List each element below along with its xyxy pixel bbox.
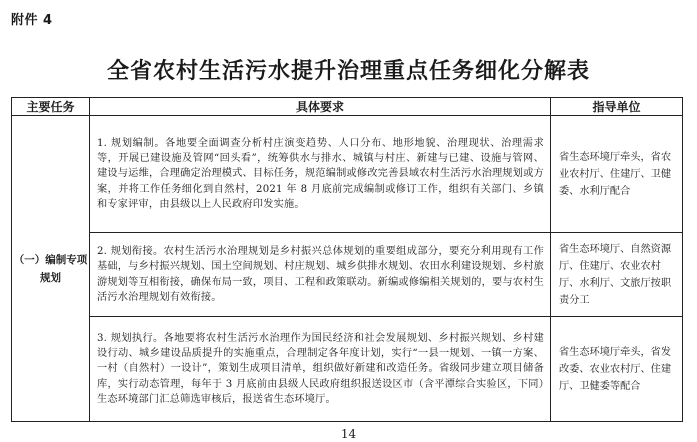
- table-row: [12, 233, 683, 317]
- header-requirement: 具体要求: [90, 98, 551, 116]
- table-header-row: [12, 98, 683, 116]
- table-row: [12, 317, 683, 422]
- guiding-unit-cell: 省生态环境厅牵头，省农业农村厅、住建厅、卫健委、水利厅配合: [551, 116, 683, 233]
- guiding-unit-cell: 省生态环境厅牵头，省发改委、农业农村厅、住建厅、卫健委等配合: [551, 317, 683, 422]
- guiding-unit-cell: 省生态环境厅、自然资源厅、住建厅、农业农村厅、水利厅、文旅厅按职责分工: [551, 233, 683, 317]
- task-breakdown-table: [11, 97, 683, 422]
- header-guiding-unit: 指导单位: [551, 98, 683, 116]
- page-number: 14: [340, 427, 357, 441]
- requirement-cell: 1. 规划编制。各地要全面调查分析村庄演变趋势、人口分布、地形地貌、治理现状、治理需求等，开展已建设施及管网“回头看”，统筹供水与排水、城镇与村庄、新建与已建、设施与管网、建设与运维，合理确定治理模式、目标任务，规范编制或修改完善县域农村生活污水治理规划或方案，并将工作任务细化到自然村，2021 年 8 月底前完成编制或修订工作，组织有关部门、乡镇和专家评审，由县级以上人民政府印发实施。: [90, 116, 551, 233]
- table-row: [12, 116, 683, 233]
- requirement-cell: 2. 规划衔接。农村生活污水治理规划是乡村振兴总体规划的重要组成部分，要充分利用现有工作基础，与乡村振兴规划、国土空间规划、村庄规划、城乡供排水规划、农田水利建设规划、乡村旅游规划等互相衔接，确保布局一致，项目、工程和政策联动。新编或修编相关规划的，要与农村生活污水治理规划有效衔接。: [90, 233, 551, 317]
- header-main-task: 主要任务: [12, 98, 90, 116]
- attachment-label: 附件 4: [11, 13, 53, 28]
- requirement-cell: 3. 规划执行。各地要将农村生活污水治理作为国民经济和社会发展规划、乡村振兴规划、乡村建设行动、城乡建设品质提升的实施重点，合理制定各年度计划，实行“一县一规划、一镇一方案、一村（自然村）一设计”，策划生成项目清单，组织做好新建和改造任务。省级同步建立项目储备库，实行动态管理，每年于 3 月底前由县级人民政府组织报送设区市（含平潭综合实验区，下同）生态环境部门汇总筛选审核后，报送省生态环境厅。: [90, 317, 551, 422]
- document-title: 全省农村生活污水提升治理重点任务细化分解表: [106, 59, 590, 84]
- task-cell-special-planning: （一）编制专项规划: [12, 116, 90, 422]
